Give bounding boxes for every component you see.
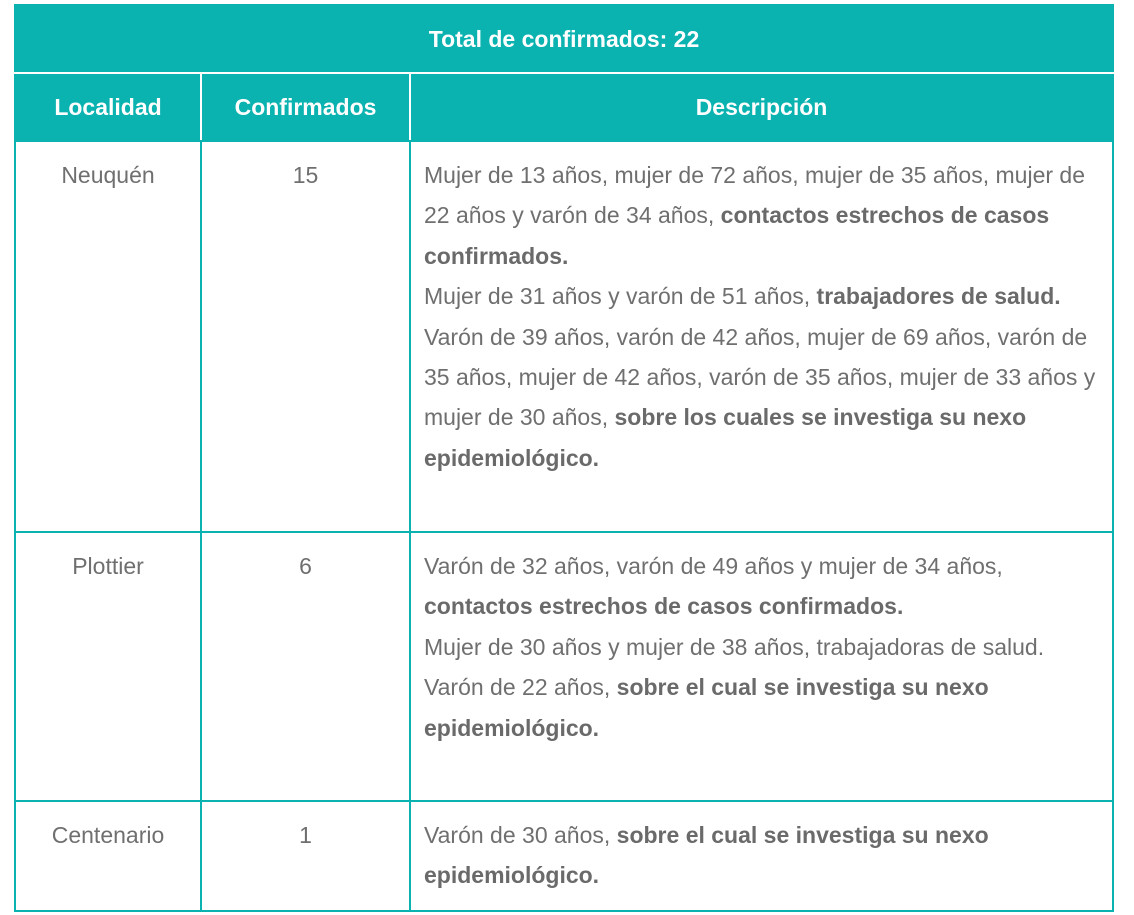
description-emphasis: trabajadores de salud.	[816, 283, 1061, 310]
description-emphasis: sobre el cual se investiga su nexo epidemiológico.	[424, 822, 989, 889]
description-emphasis: contactos estrechos de casos confirmados.	[424, 202, 1050, 269]
column-header-description: Descripción	[410, 73, 1113, 141]
description-paragraph	[424, 155, 1102, 276]
table-row	[15, 141, 1113, 532]
description-text: Varón de 32 años, varón de 49 años y mujer de 34 años,	[424, 553, 1003, 579]
column-header-confirmed: Confirmados	[201, 73, 410, 141]
description-paragraph	[424, 546, 1102, 627]
column-header-locality: Localidad	[15, 73, 201, 141]
description-text: Varón de 22 años,	[424, 674, 617, 701]
description-text: Mujer de 31 años y varón de 51 años,	[424, 283, 817, 310]
description-paragraph	[424, 276, 1102, 316]
locality-cell: Neuquén	[15, 141, 201, 532]
confirmed-cell: 6	[201, 532, 410, 801]
locality-cell: Plottier	[15, 532, 201, 801]
description-cell	[410, 801, 1113, 911]
confirmed-cell: 1	[201, 801, 410, 911]
table-row	[15, 532, 1113, 801]
description-text: Mujer de 13 años, mujer de 72 años, mujer de 35 años, mujer de 22 años y varón de 34 años,	[424, 162, 1085, 229]
description-text: Varón de 39 años, varón de 42 años, mujer de 69 años, varón de 35 años, mujer de 42 años, varón de 35 años, mujer de 33 años y mujer de 30 años,	[424, 323, 1096, 431]
description-paragraph	[424, 317, 1102, 479]
table-title: Total de confirmados: 22	[15, 5, 1113, 73]
locality-cell: Centenario	[15, 801, 201, 911]
cases-table	[14, 4, 1114, 912]
description-paragraph	[424, 667, 1102, 748]
confirmed-cell: 15	[201, 141, 410, 532]
description-emphasis: sobre los cuales se investiga su nexo epidemiológico.	[424, 404, 1027, 471]
table-title-row	[15, 5, 1113, 73]
description-text: Mujer de 30 años y mujer de 38 años, trabajadoras de salud.	[424, 633, 1045, 660]
description-emphasis: contactos estrechos de casos confirmados.	[424, 593, 904, 620]
description-paragraph	[424, 815, 1102, 896]
description-cell	[410, 532, 1113, 801]
table-header-row	[15, 73, 1113, 141]
table-row	[15, 801, 1113, 911]
description-emphasis: sobre el cual se investiga su nexo epidemiológico.	[424, 674, 989, 741]
description-text: Varón de 30 años,	[424, 822, 617, 848]
description-cell	[410, 141, 1113, 532]
description-paragraph	[424, 627, 1102, 667]
